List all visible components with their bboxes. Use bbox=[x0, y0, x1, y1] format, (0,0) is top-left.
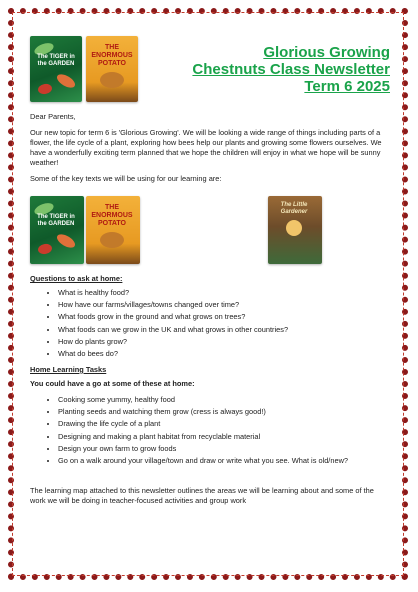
key-book-potato bbox=[86, 196, 140, 264]
title-line-3: Term 6 2025 bbox=[304, 78, 390, 95]
key-texts-covers bbox=[30, 190, 388, 266]
list-item: • Planting seeds and watching them grow (cress is always good!) bbox=[58, 407, 388, 417]
home-learning-list bbox=[30, 395, 388, 466]
key-book-tiger bbox=[30, 196, 84, 264]
home-learning-heading: Home Learning Tasks bbox=[30, 364, 107, 374]
list-item: • Designing and making a plant habitat from recyclable material bbox=[58, 432, 388, 442]
home-learning-subheading: You could have a go at some of these at home: bbox=[30, 378, 195, 388]
tiger-book-title: The TIGER in the GARDEN bbox=[37, 54, 75, 67]
list-item: • How have our farms/villages/towns changed over time? bbox=[58, 300, 388, 310]
key-book-tiger-title: The TIGER in the GARDEN bbox=[37, 214, 75, 227]
list-item: • How do plants grow? bbox=[58, 337, 388, 347]
key-texts-intro: Some of the key texts we will be using for our learning are: bbox=[30, 174, 222, 183]
list-item: • Design your own farm to grow foods bbox=[58, 444, 388, 454]
intro-paragraph: Our new topic for term 6 is 'Glorious Growing'. We will be looking a wide range of things including parts of a flower, the life cycle of a plant, exploring how bees help our plants and growing some flowers ourselves. We have a wonderfully exciting term planned that we hope the children will enjoy in what we hope will be sunny weather! bbox=[30, 128, 382, 167]
list-item: • Go on a walk around your village/town and draw or write what you see. What is old/new? bbox=[58, 456, 388, 466]
key-book-potato-title: THE ENORMOUS POTATO bbox=[91, 204, 133, 227]
newsletter-body bbox=[30, 112, 388, 512]
list-item: • What is healthy food? bbox=[58, 288, 388, 298]
header-book-covers bbox=[30, 36, 150, 104]
list-item: • What do bees do? bbox=[58, 349, 388, 359]
newsletter-title bbox=[160, 44, 390, 95]
potato-book-cover bbox=[86, 36, 138, 102]
questions-list bbox=[30, 288, 388, 359]
key-book-little-title: The Little Gardener bbox=[280, 202, 308, 215]
list-item: • What foods can we grow in the UK and what grows in other countries? bbox=[58, 325, 388, 335]
list-item: • Cooking some yummy, healthy food bbox=[58, 395, 388, 405]
key-book-little-gardener bbox=[268, 196, 322, 264]
closing-paragraph: The learning map attached to this newsletter outlines the areas we will be learning about and some of the work we will be doing in teacher-focused activities and group work bbox=[30, 485, 374, 505]
title-line-2: Chestnuts Class Newsletter bbox=[192, 61, 390, 78]
title-line-1: Glorious Growing bbox=[263, 44, 390, 61]
potato-book-title: THE ENORMOUS POTATO bbox=[91, 44, 133, 67]
list-item: • What foods grow in the ground and what grows on trees? bbox=[58, 312, 388, 322]
tiger-book-cover bbox=[30, 36, 82, 102]
greeting: Dear Parents, bbox=[30, 112, 76, 121]
questions-heading: Questions to ask at home: bbox=[30, 274, 123, 283]
list-item: • Drawing the life cycle of a plant bbox=[58, 419, 388, 429]
